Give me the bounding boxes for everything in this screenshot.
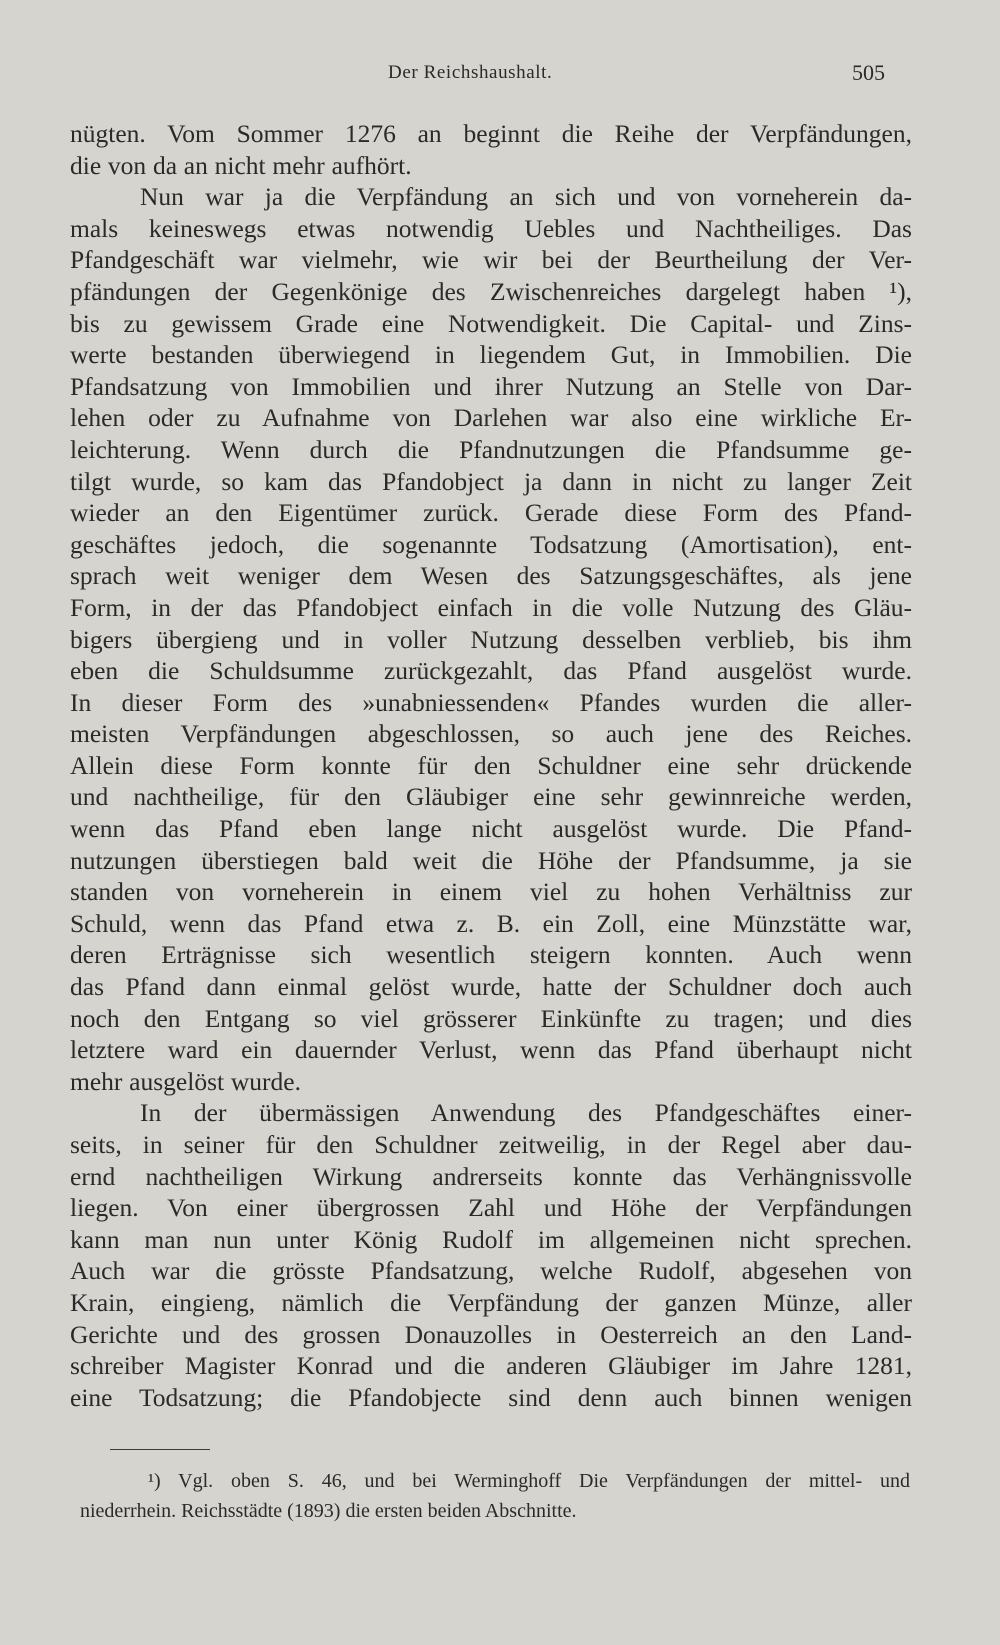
text-line: Pfandgeschäft war vielmehr, wie wir bei der Beurtheilung der Ver- [70, 245, 912, 275]
text-line: kann man nun unter König Rudolf im allgemeinen nicht sprechen. [70, 1224, 912, 1254]
text-line: geschäftes jedoch, die sogenannte Todsatzung (Amortisation), ent- [70, 529, 912, 559]
text-line: Krain, eingieng, nämlich die Verpfändung der ganzen Münze, aller [70, 1287, 912, 1317]
text-line: ernd nachtheiligen Wirkung andrerseits konnte das Verhängnissvolle [70, 1161, 912, 1191]
text-line: standen von vorneherein in einem viel zu hohen Verhältniss zur [70, 877, 912, 907]
text-line: pfändungen der Gegenkönige des Zwischenreiches dargelegt haben ¹), [70, 276, 912, 306]
text-line: schreiber Magister Konrad und die anderen Gläubiger im Jahre 1281, [70, 1351, 912, 1381]
text-line: eben die Schuldsumme zurückgezahlt, das Pfand ausgelöst wurde. [70, 656, 912, 686]
text-line: leichterung. Wenn durch die Pfandnutzungen die Pfandsumme ge- [70, 434, 912, 464]
text-line: mals keineswegs etwas notwendig Uebles und Nachtheiliges. Das [70, 213, 912, 243]
text-line: sprach weit weniger dem Wesen des Satzungsgeschäftes, als jene [70, 561, 912, 591]
text-line: letztere ward ein dauernder Verlust, wenn das Pfand überhaupt nicht [70, 1035, 912, 1065]
text-line: meisten Verpfändungen abgeschlossen, so auch jene des Reiches. [70, 719, 912, 749]
text-line: wenn das Pfand eben lange nicht ausgelöst wurde. Die Pfand- [70, 814, 912, 844]
text-line: nutzungen überstiegen bald weit die Höhe der Pfandsumme, ja sie [70, 845, 912, 875]
page-number: 505 [852, 60, 885, 85]
text-line: seits, in seiner für den Schuldner zeitweilig, in der Regel aber dau- [70, 1130, 912, 1159]
text-line: deren Erträgnisse sich wesentlich steigern konnten. Auch wenn [70, 940, 912, 970]
footnote-line: niederrhein. Reichsstädte (1893) die ersten beiden Abschnitte. [80, 1500, 577, 1522]
running-head: Der Reichshaushalt. [388, 62, 553, 83]
footnote-divider [110, 1449, 210, 1450]
text-line: die von da an nicht mehr aufhört. [70, 150, 412, 180]
text-line: noch den Entgang so viel grösserer Einkünfte zu tragen; und dies [70, 1003, 912, 1033]
text-line: und nachtheilige, für den Gläubiger eine sehr gewinnreiche werden, [70, 782, 912, 812]
footnote-line: ¹) Vgl. oben S. 46, und bei Werminghoff Die Verpfändungen der mittel- und [148, 1470, 910, 1492]
text-line: liegen. Von einer übergrossen Zahl und Höhe der Verpfändungen [70, 1193, 912, 1223]
text-line: tilgt wurde, so kam das Pfandobject ja dann in nicht zu langer Zeit [70, 466, 912, 496]
text-line: lehen oder zu Aufnahme von Darlehen war also eine wirkliche Er- [70, 403, 912, 433]
body-text [70, 118, 912, 1413]
text-line: werte bestanden überwiegend in liegendem Gut, in Immobilien. Die [70, 340, 912, 370]
text-line: das Pfand dann einmal gelöst wurde, hatte der Schuldner doch auch [70, 972, 912, 1002]
text-line: Auch war die grösste Pfandsatzung, welche Rudolf, abgesehen von [70, 1256, 912, 1286]
text-line: eine Todsatzung; die Pfandobjecte sind denn auch binnen wenigen [70, 1382, 912, 1412]
text-line: Gerichte und des grossen Donauzolles in Oesterreich an den Land- [70, 1319, 912, 1349]
text-line: Form, in der das Pfandobject einfach in die volle Nutzung des Gläu- [70, 592, 912, 622]
text-line: wieder an den Eigentümer zurück. Gerade diese Form des Pfand- [70, 498, 912, 528]
text-line: Nun war ja die Verpfändung an sich und von vorneherein da- [140, 182, 912, 212]
text-line: mehr ausgelöst wurde. [70, 1066, 301, 1096]
text-line: bigers übergieng und in voller Nutzung desselben verblieb, bis ihm [70, 624, 912, 654]
text-line: In der übermässigen Anwendung des Pfandgeschäftes einer- [140, 1098, 912, 1128]
footnotes [80, 1466, 910, 1526]
text-line: In dieser Form des »unabniessenden« Pfandes wurden die aller- [70, 687, 912, 717]
text-line: nügten. Vom Sommer 1276 an beginnt die Reihe der Verpfändungen, [70, 119, 912, 148]
text-line: Pfandsatzung von Immobilien und ihrer Nutzung an Stelle von Dar- [70, 371, 912, 401]
text-line: Allein diese Form konnte für den Schuldner eine sehr drückende [70, 750, 912, 780]
text-line: bis zu gewissem Grade eine Notwendigkeit. Die Capital- und Zins- [70, 308, 912, 338]
text-line: Schuld, wenn das Pfand etwa z. B. ein Zoll, eine Münzstätte war, [70, 908, 912, 938]
